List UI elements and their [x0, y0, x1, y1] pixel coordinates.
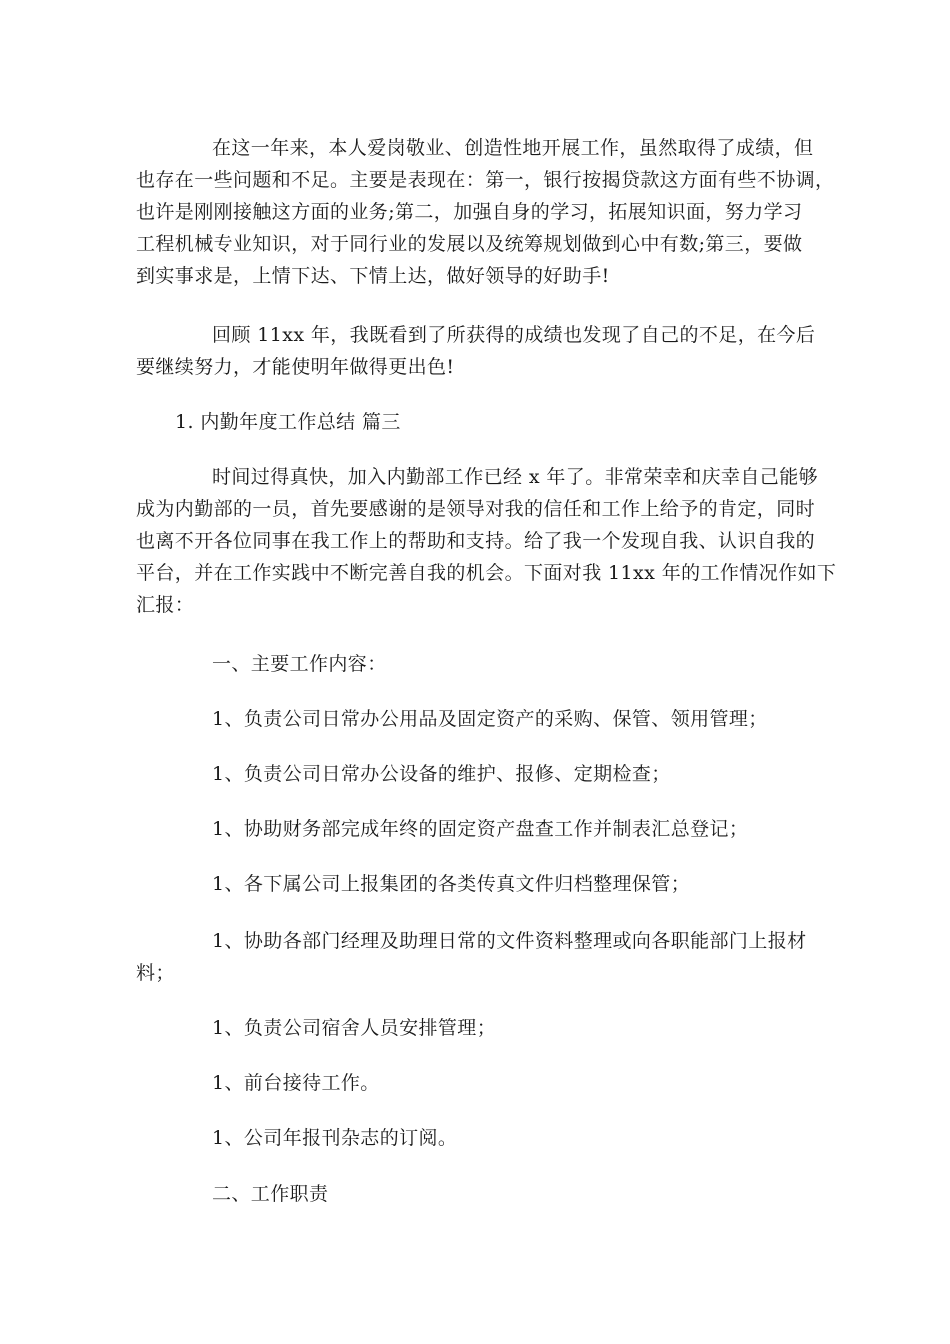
paragraph-line: 时间过得真快，加入内勤部工作已经 x 年了。非常荣幸和庆幸自己能够: [212, 466, 818, 488]
list-item: [136, 1012, 826, 1044]
list-item-text: 1、负责公司日常办公设备的维护、报修、定期检查；: [212, 763, 671, 785]
paragraph-line: 平台，并在工作实践中不断完善自我的机会。下面对我 11xx 年的工作情况作如下: [136, 562, 837, 584]
list-item-text: 1、负责公司宿舍人员安排管理；: [212, 1017, 497, 1039]
list-item: [136, 868, 826, 900]
list-item-text: 1、负责公司日常办公用品及固定资产的采购、保管、领用管理；: [212, 708, 768, 730]
paragraph-review: [136, 132, 835, 292]
paragraph-line: 也离不开各位同事在我工作上的帮助和支持。给了我一个发现自我、认识自我的: [136, 530, 816, 552]
subheading-text: 一、主要工作内容：: [212, 653, 387, 675]
subheading-duties: [136, 1178, 826, 1210]
paragraph-summary: [136, 319, 826, 383]
paragraph-line: 成为内勤部的一员，首先要感谢的是领导对我的信任和工作上给予的肯定，同时: [136, 498, 816, 520]
paragraph-line: 到实事求是，上情下达、下情上达，做好领导的好助手!: [136, 265, 610, 287]
paragraph-line: 要继续努力，才能使明年做得更出色!: [136, 356, 455, 378]
paragraph-line: 在这一年来，本人爱岗敬业、创造性地开展工作，虽然取得了成绩，但: [212, 137, 814, 159]
list-item-text: 1、协助财务部完成年终的固定资产盘查工作并制表汇总登记；: [212, 818, 749, 840]
list-item: [136, 703, 826, 735]
paragraph-line: 汇报：: [136, 594, 195, 616]
list-item: [136, 1122, 826, 1154]
paragraph-line: 回顾 11xx 年，我既看到了所获得的成绩也发现了自己的不足，在今后: [212, 324, 816, 346]
list-item: [136, 1067, 826, 1099]
list-item-text: 料；: [136, 962, 175, 984]
subheading-text: 二、工作职责: [212, 1183, 329, 1205]
list-item-text: 1、各下属公司上报集团的各类传真文件归档整理保管；: [212, 873, 691, 895]
list-item: [136, 813, 826, 845]
paragraph-line: 也存在一些问题和不足。主要是表现在：第一，银行按揭贷款这方面有些不协调，: [136, 169, 835, 191]
list-item-text: 1、协助各部门经理及助理日常的文件资料整理或向各职能部门上报材: [212, 930, 807, 952]
paragraph-line: 也许是刚刚接触这方面的业务;第二，加强自身的学习，拓展知识面，努力学习: [136, 201, 803, 223]
section-heading-text: 1. 内勤年度工作总结 篇三: [175, 411, 401, 433]
list-item: [136, 758, 826, 790]
list-item-text: 1、公司年报刊杂志的订阅。: [212, 1127, 458, 1149]
section-heading: [136, 406, 826, 438]
list-item-text: 1、前台接待工作。: [212, 1072, 380, 1094]
list-item-long: [136, 925, 826, 989]
subheading-main-work: [136, 648, 826, 680]
paragraph-line: 工程机械专业知识，对于同行业的发展以及统筹规划做到心中有数;第三，要做: [136, 233, 803, 255]
paragraph-intro: [136, 461, 837, 621]
